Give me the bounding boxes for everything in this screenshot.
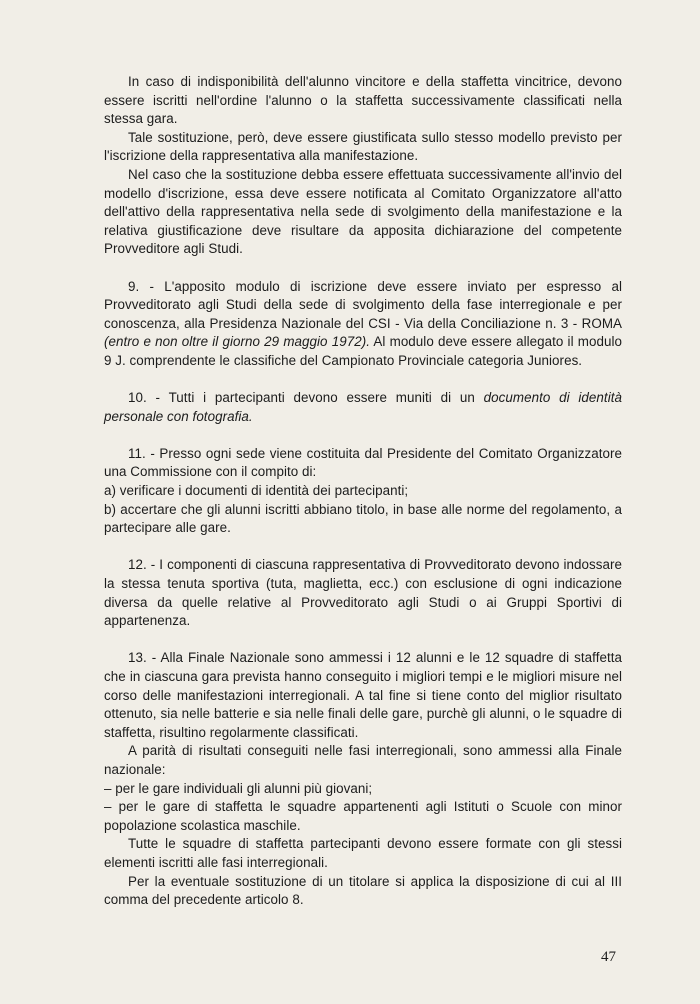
page-number: 47 (601, 949, 616, 965)
article-10-text: 10. - Tutti i partecipanti devono essere muniti di un (128, 390, 484, 406)
article-9-text-a: 9. - L'apposito modulo di iscrizione deve essere inviato per espresso al Provveditorato agli Studi della sede di svolgimento della fase interregionale e per conoscenza, alla Presidenza Nazionale del CSI - Via della Conciliazione n. 3 - ROMA (104, 278, 622, 331)
article-13-dash-2: – per le gare di staffetta le squadre appartenenti agli Istituti o Scuole con minor popolazione scolastica maschile. (104, 799, 622, 833)
paragraph-justification: Tale sostituzione, però, deve essere giustificata sullo stesso modello previsto per l'iscrizione della rappresentativa alla manifestazione. (104, 129, 622, 164)
body-text (104, 73, 622, 910)
article-9 (104, 278, 622, 371)
article-10-document: documento di identità personale con fotografia. (104, 390, 622, 424)
article-12: 12. - I componenti di ciascuna rappresentativa di Provveditorato devono indossare la stessa tenuta sportiva (tuta, maglietta, ecc.) con esclusione di ogni indicazione diversa da quelle relative al Provveditorato agli Studi o ai Gruppi Sportivi di appartenenza. (104, 557, 622, 629)
paragraph-substitution: In caso di indisponibilità dell'alunno vincitore e della staffetta vincitrice, devono essere iscritti nell'ordine l'alunno o la staffetta successivamente classificati nella stessa gara. (104, 74, 622, 127)
article-11: 11. - Presso ogni sede viene costituita dal Presidente del Comitato Organizzatore una Commissione con il compito di: (104, 445, 622, 480)
article-11-item-b: b) accertare che gli alunni iscritti abbiano titolo, in base alle norme del regolamento, a partecipare alle gare. (104, 501, 622, 536)
article-13: 13. - Alla Finale Nazionale sono ammessi i 12 alunni e le 12 squadre di staffetta che in ciascuna gara prevista hanno conseguito i migliori tempi e le migliori misure nel corso delle manifestazioni interregionali. A tal fine si tiene conto del miglior risultato ottenuto, sia nelle batterie e sia nelle finali delle gare, purchè gli alunni, o le squadre di staffetta, risultino regolarmente classificati. (104, 650, 622, 740)
paragraph-notification: Nel caso che la sostituzione debba essere effettuata successivamente all'invio del modello d'iscrizione, essa deve essere notificata al Comitato Organizzatore all'atto dell'attivo della rappresentativa nella sede di svolgimento della manifestazione e la relativa giustificazione deve risultare da apposita dichiarazione del competente Provveditore agli Studi. (104, 166, 622, 257)
article-9-deadline: (entro e non oltre il giorno 29 maggio 1972). (104, 334, 370, 350)
article-13-dash-1: – per le gare individuali gli alunni più giovani; (104, 780, 373, 796)
article-9-text-b: Al modulo deve essere allegato il modulo 9 J. comprendente le classifiche del Campionato Provinciale categoria Juniores. (104, 334, 622, 368)
article-13-teams: Tutte le squadre di staffetta partecipanti devono essere formate con gli stessi elementi iscritti alle fasi interregionali. (104, 836, 622, 870)
article-11-item-a: a) verificare i documenti di identità dei partecipanti; (104, 483, 409, 499)
article-13-replacement: Per la eventuale sostituzione di un titolare si applica la disposizione di cui al III comma del precedente articolo 8. (104, 873, 622, 908)
article-10 (104, 389, 622, 426)
article-13-parity: A parità di risultati conseguiti nelle fasi interregionali, sono ammessi alla Finale nazionale: (104, 743, 622, 777)
